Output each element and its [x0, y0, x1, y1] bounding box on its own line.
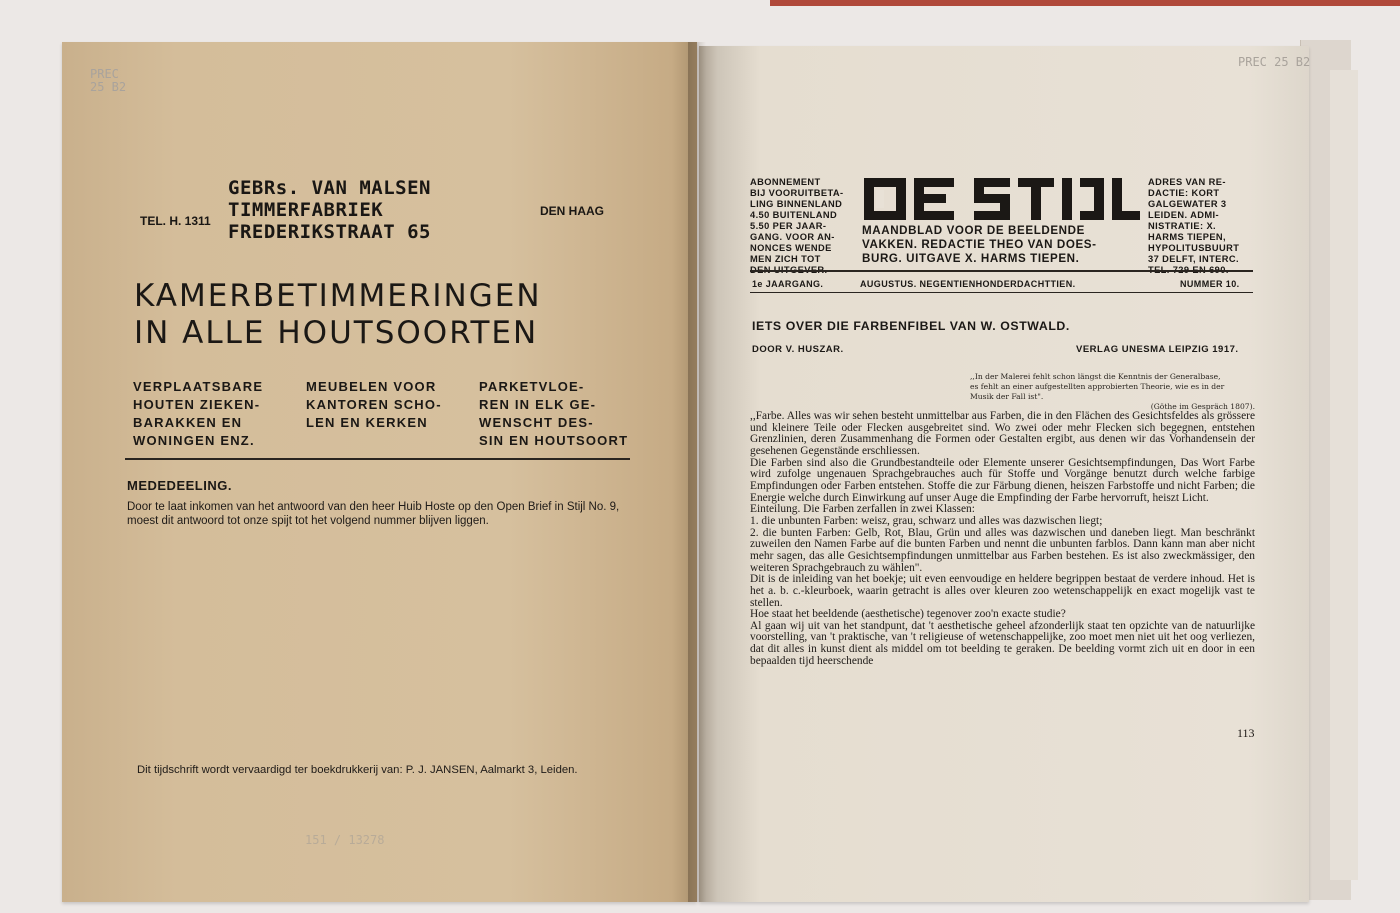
spine-shadow — [688, 42, 706, 902]
masthead-line: LING BINNENLAND — [750, 199, 843, 209]
section-divider — [125, 458, 630, 460]
masthead-line: 5.50 PER JAAR- — [750, 221, 827, 231]
advert-headline-line: IN ALLE HOUTSOORTEN — [134, 315, 539, 351]
advert-column-2 — [306, 378, 456, 432]
masthead-line: BIJ VOORUITBETA- — [750, 188, 844, 198]
advert-column-line: VERPLAATSBARE — [133, 379, 264, 394]
body-paragraph: 1. die unbunten Farben: weisz, grau, schwarz und alles was dazwischen liegt; — [750, 514, 1103, 527]
issue-volume: 1e JAARGANG. — [752, 279, 824, 289]
pencil-catalog-mark: PREC 25 B2 — [1238, 55, 1311, 69]
advert-column-line: WONINGEN ENZ. — [133, 433, 255, 448]
advert-company-line: TIMMERFABRIEK — [228, 199, 384, 221]
advert-company-line: FREDERIKSTRAAT 65 — [228, 221, 431, 243]
issue-date: AUGUSTUS. NEGENTIENHONDERDACHTTIEN. — [860, 279, 1076, 289]
advert-column-line: SIN EN HOUTSOORT — [479, 433, 629, 448]
advert-column-line: KANTOREN SCHO- — [306, 397, 442, 412]
article-publisher: VERLAG UNESMA LEIPZIG 1917. — [1076, 344, 1239, 355]
body-paragraph: Die Farben sind also die Grundbestandteile oder Elemente unserer Gesichtsempfindungen, Das Wort Farbe wird zufolge ungenauen Sprachgebrauches auch für Stoffe und Vorgänge benutzt durch welche farbige Empfindungen oder Farben entstehen. Stoffe die zur Färbung dienen, heiszen Farbstoffe und nicht Farben; die Energie welche durch Einwirkung auf unser Auge die Empfinding der Farbe hervorruft, heiszt Licht. — [750, 456, 1255, 504]
body-paragraph: Hoe staat het beeldende (aesthetische) tegenover zoo'n exacte studie? — [750, 608, 1066, 621]
article-title: IETS OVER DIE FARBENFIBEL VAN W. OSTWALD. — [752, 319, 1070, 333]
body-paragraph: Al gaan wij uit van het standpunt, dat 't aesthetische geheel afzonderlijk staat ten opzichte van de natuurlijke voorstelling, van 't praktische, van 't religieuse of wetenschappelijke, zoo moet men niet uit het oog verliezen, dat dit alles in kunst dient als middel om tot beelding te geraken. De beelding vormt zich uit en door in een bepaalden tijd heerschende — [750, 619, 1255, 667]
masthead-subscription-info — [750, 177, 855, 276]
epigraph-line: Musik der Fall ist". — [970, 392, 1044, 401]
masthead-line: DACTIE: KORT — [1148, 188, 1220, 198]
advert-column-1 — [133, 378, 283, 450]
issue-rule-top — [750, 270, 1253, 272]
printer-credit: Dit tijdschrift wordt vervaardigd ter boekdrukkerij van: P. J. JANSEN, Aalmarkt 3, Leiden. — [137, 764, 578, 776]
body-paragraph: 2. die bunten Farben: Gelb, Rot, Blau, Grün und alles was dazwischen und daneben liegt. Man beschränkt zuweilen den Namen Farbe auf die bunten Farben und nennt die unbunten farblos. Dann kann man aber nicht mehr sagen, das alle Gesichtsempfindungen unmittelbar aus Farben bestehen. Es ist also zweckmässiger, den weiteren Sprachgebrauch zu wählen". — [750, 526, 1255, 574]
advert-city: DEN HAAG — [540, 204, 605, 218]
advert-column-line: MEUBELEN VOOR — [306, 379, 437, 394]
red-cover-edge — [770, 0, 1400, 6]
epigraph-line: es fehlt an einer aufgestellten approbierten Theorie, wie es in der — [970, 382, 1225, 391]
masthead-address-info — [1148, 177, 1253, 276]
masthead-line: 37 DELFT, INTERC. — [1148, 254, 1239, 264]
body-paragraph: Einteilung. Die Farben zerfallen in zwei Klassen: — [750, 503, 975, 516]
issue-number: NUMMER 10. — [1180, 279, 1240, 289]
de-stijl-logo — [862, 176, 1142, 222]
advert-column-line: WENSCHT DES- — [479, 415, 594, 430]
masthead-line: LEIDEN. ADMI- — [1148, 210, 1219, 220]
pencil-mark-line: 25 B2 — [90, 80, 127, 94]
epigraph-line: ,,In der Malerei fehlt schon längst die Kenntnis der Generalbase, — [970, 372, 1221, 381]
epigraph — [970, 372, 1255, 412]
masthead-line: GALGEWATER 3 — [1148, 199, 1227, 209]
masthead-line: HYPOLITUSBUURT — [1148, 243, 1240, 253]
masthead-subtitle-line: BURG. UITGAVE X. HARMS TIEPEN. — [862, 252, 1080, 265]
masthead-line: NONCES WENDE — [750, 243, 832, 253]
masthead-subtitle-line: VAKKEN. REDACTIE THEO VAN DOES- — [862, 238, 1097, 251]
page-number: 113 — [1237, 726, 1255, 740]
advert-column-line: HOUTEN ZIEKEN- — [133, 397, 261, 412]
stamp-number: 151 / 13278 — [305, 833, 385, 847]
advert-company-line: GEBRs. VAN MALSEN — [228, 177, 431, 199]
advert-column-line: BARAKKEN EN — [133, 415, 243, 430]
masthead-line: NISTRATIE: X. — [1148, 221, 1217, 231]
masthead-line: MEN ZICH TOT — [750, 254, 821, 264]
advert-column-3 — [479, 378, 629, 450]
pencil-catalog-mark — [90, 68, 126, 94]
masthead-subtitle-line: MAANDBLAD VOOR DE BEELDENDE — [862, 224, 1085, 237]
advert-telephone: TEL. H. 1311 — [140, 214, 211, 228]
notice-body: Door te laat inkomen van het antwoord van den heer Huib Hoste op den Open Brief in Stijl No. 9, moest dit antwoord tot onze spijt tot het volgend nummer blijven liggen. — [127, 501, 620, 527]
masthead-line: HARMS TIEPEN, — [1148, 232, 1227, 242]
masthead-line: GANG. VOOR AN- — [750, 232, 835, 242]
advert-headline — [134, 278, 634, 352]
body-paragraph: Dit is de inleiding van het boekje; uit even eenvoudige en heldere begrippen bestaat de verdere inhoud. Het is het a. b. c.-kleurboek, waarin getracht is alles over kleuren zoo wetenschappelijk en exact mogelijk vast te stellen. — [750, 573, 1255, 609]
article-byline: DOOR V. HUSZAR. — [752, 344, 844, 355]
masthead-subtitle — [862, 224, 1142, 266]
advert-column-line: LEN EN KERKEN — [306, 415, 428, 430]
advert-column-line: PARKETVLOE- — [479, 379, 585, 394]
article-body — [750, 411, 1255, 667]
underlying-sheet-edge — [1330, 70, 1358, 880]
masthead-line: ABONNEMENT — [750, 177, 821, 187]
pencil-mark-line: PREC — [90, 67, 119, 81]
body-paragraph: ,,Farbe. Alles was wir sehen besteht unmittelbar aus Farben, die in den Flächen des Gesichtsfeldes als grössere und kleinere Teile oder Flecken ausgebreitet sind. Wo zwei oder mehr Flecken sich begegnen, entstehen Grenzlinien, deren Zusammenhang die Formen oder Gestalten ergibt, aus denen wir das Vorhandensein der gesehenen Gegenstände erschliessen. — [750, 410, 1255, 457]
masthead-line: ADRES VAN RE- — [1148, 177, 1226, 187]
advert-company — [228, 177, 538, 243]
notice-title: MEDEDEELING. — [127, 478, 232, 493]
epigraph-citation: (Göthe im Gespräch 1807). — [1150, 402, 1255, 411]
masthead-line: 4.50 BUITENLAND — [750, 210, 838, 220]
advert-column-line: REN IN ELK GE- — [479, 397, 597, 412]
advert-headline-line: KAMERBETIMMERINGEN — [134, 278, 542, 314]
issue-rule-bottom — [750, 292, 1253, 293]
